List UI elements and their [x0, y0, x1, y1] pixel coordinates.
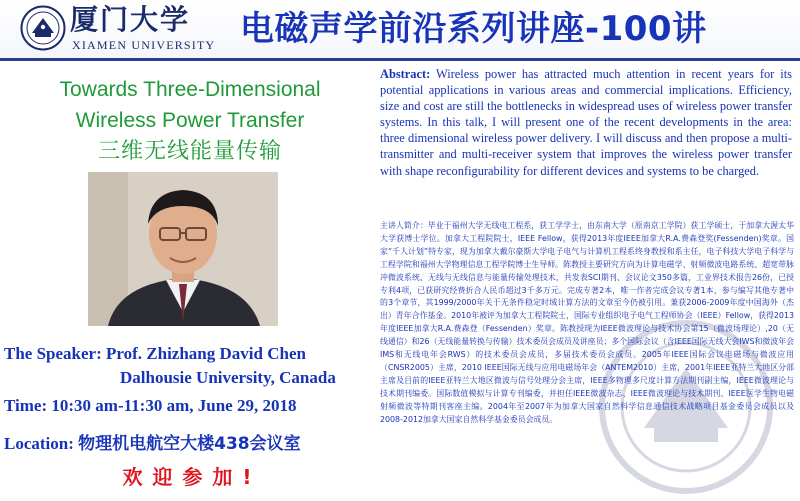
welcome-text: 欢迎参加!: [122, 465, 262, 489]
talk-title-line1: Towards Three-Dimensional: [59, 78, 321, 101]
speaker-portrait-illustration: [88, 172, 278, 326]
time-line: [4, 394, 384, 418]
header-bar: [0, 0, 800, 61]
speaker-info: [4, 342, 384, 390]
abstract-label: Abstract:: [380, 67, 431, 81]
time-label: Time:: [4, 396, 48, 415]
location-line: [4, 430, 388, 458]
speaker-affiliation: Dalhousie University, Canada: [120, 368, 336, 387]
talk-title-line2: Wireless Power Transfer: [75, 109, 305, 132]
speaker-line: [4, 342, 384, 366]
abstract-text: Wireless power has attracted much attention in recent years for its potential applications in various areas and commercial implications. Efficiency, size and cost are still the bottlenecks in widespread uses of wireless power transfer systems. In this talk, I will present one of the recent developments in the area: three dimensional wireless power delivery. I will discuss and then propose a multi-transmitter and multi-receiver system that improves the wireless power transfer with shape reconfigurability for different devices and systems to be charged.: [380, 67, 793, 178]
speaker-name: Prof. Zhizhang David Chen: [106, 344, 306, 363]
speaker-photo: [88, 172, 278, 326]
banner-title: 电磁声学前沿系列讲座-100讲: [240, 9, 707, 49]
speaker-label: The Speaker:: [4, 344, 102, 363]
talk-title-chinese: 三维无线能量传输: [97, 139, 282, 164]
university-seal-icon: [20, 5, 66, 51]
time-value: 10:30 am-11:30 am, June 29, 2018: [51, 396, 297, 415]
brand-english: XIAMEN UNIVERSITY: [72, 38, 216, 52]
speaker-bio: 主讲人简介：毕业于福州大学无线电工程系，获工学学士，由东南大学（原南京工学院）获工学硕士，于加拿大渥太华大学获博士学位。加拿大工程院院士，IEEE Fellow，获得2013年度IEEE加拿大R.A.费森登奖(Fessenden)奖章。国家“千人计划”特专家，现为加拿大戴尔豪斯大学电子电气与计算机工程系终身教授和系主任，电子科技大学电子科学与工程学院和福州大学物理信息工程学院博士生导师。陈教授主要研究方向为计算电磁学、射频微波电路系统、超宽带脉冲微波系统、无线与无线信息与能量传输处理技术，共发表SCI期刊、会议论文350多篇，工业界技术报告26份，已授专利4项，已获研究经费折合人民币超过3千多万元。完成专著2本，唯一作者完成会议专著1本，参与编写其他专著中的3个章节，其1999/2000年关于无条件稳定时域计算方法的文章至今仍被引用。兼获2006-2009年度中国海外（杰出）青年合作基金。2010年被评为加拿大工程院院士，国际专业组织电子电气工程师协会（IEEE）Fellow，获得2013年度IEEE加拿大R.A.费森登（Fessenden）奖章。陈教授现为IEEE微波理论与技术协会第15（微波场理论）,20（无线通信）和26（无线能量转换与传输）技术委员会成员及讲座员；多个国际会议（含IEEE国际无线大会IWS和微波年会IMS和无线电年会RWS）的技术委员会成员，多届技术委员会成员。2005年IEEE国际会议电磁场与微波应用（CNSR2005）主席，2010 IEEE国际无线与应用电磁场年会（ANTEM2010）主席，2001年IEEE亚特兰大地区分部主席及目前的IEEE亚特兰大地区微波与信号处理分会主席，IEEE多物理多尺度计算方法期刊副主编，IEEE微波理论与技术期刊编委。国际数值模拟与计算专刊编委，并担任IEEE微波杂志、IEEE微波理论与技术期刊、IEEE医学生物电磁射频微波等特期刊客座主编。2004年至2007年为加拿大国家自然科学信息通信技术战略项目基金委员会成员以及2008-2012加拿大国家自然科学基金委员会成员。: [380, 221, 794, 424]
location-label: Location:: [4, 434, 74, 453]
abstract: [380, 66, 792, 216]
location-value: 物理机电航空大楼438会议室: [78, 434, 301, 454]
brand-chinese: 厦门大学: [70, 3, 191, 36]
talk-title: [0, 74, 380, 136]
